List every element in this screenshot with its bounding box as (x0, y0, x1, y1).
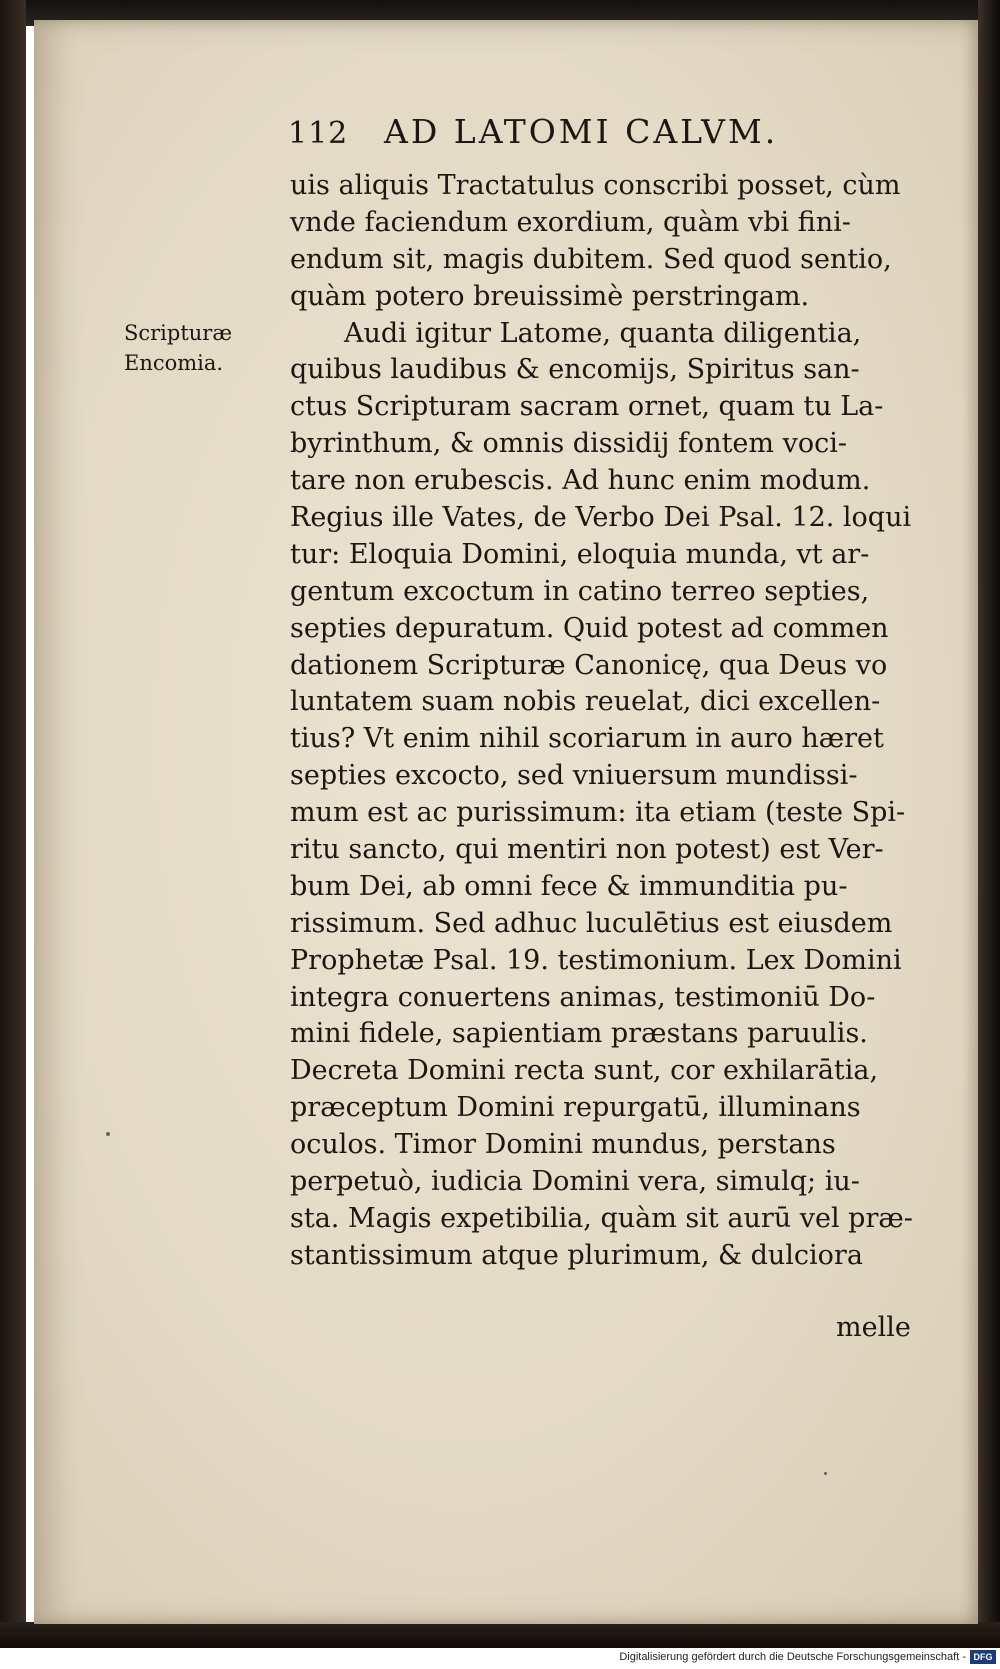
book-edge-right (978, 0, 1000, 1646)
text-line: tare non erubescis. Ad hunc enim modum. (290, 465, 871, 497)
text-line: luntatem suam nobis reuelat, dici excellen- (290, 686, 881, 718)
text-line: oculos. Timor Domini mundus, perstans (290, 1129, 836, 1161)
text-line: perpetuò, iudicia Domini vera, simulq; iu- (290, 1166, 860, 1198)
page-header (288, 112, 888, 152)
page-number: 112 (288, 116, 349, 151)
book-edge-left (0, 0, 26, 1646)
text-line: septies excocto, sed vniuersum mundissi- (290, 760, 858, 792)
text-line: vnde faciendum exordium, quàm vbi fini- (290, 206, 851, 238)
text-line: stantissimum atque plurimum, & dulciora (290, 1239, 863, 1271)
text-line: quàm potero breuissimè perstringam. (290, 280, 810, 312)
marginal-note-line: Encomia. (124, 351, 224, 375)
text-line: uis aliquis Tractatulus conscribi posset, cùm (290, 170, 901, 201)
text-line: Decreta Domini recta sunt, cor exhilarātia, (290, 1055, 879, 1087)
book-edge-bottom (0, 1622, 1000, 1648)
marginal-note (124, 318, 264, 378)
ink-speck (106, 1132, 110, 1136)
dfg-logo: DFG (970, 1650, 996, 1664)
body-text (290, 168, 920, 1275)
text-line: gentum excoctum in catino terreo septies, (290, 575, 870, 607)
text-line: endum sit, magis dubitem. Sed quod sentio, (290, 243, 892, 275)
text-line: rissimum. Sed adhuc luculētius est eiusdem (290, 907, 893, 939)
text-line: præceptum Domini repurgatū, illuminans (290, 1092, 861, 1124)
text-line: septies depuratum. Quid potest ad commen (290, 612, 889, 644)
catchword: melle (836, 1312, 911, 1343)
funding-credit: Digitalisierung gefördert durch die Deutsche Forschungsgemeinschaft - (619, 1651, 966, 1663)
text-line: sta. Magis expetibilia, quàm sit aurū vel præ- (290, 1202, 913, 1234)
text-line: byrinthum, & omnis dissidij fontem voci- (290, 428, 847, 460)
text-line: dationem Scripturæ Canonicę, qua Deus vo (290, 649, 888, 681)
text-line: Regius ille Vates, de Verbo Dei Psal. 12. loqui (290, 502, 912, 534)
text-line: Audi igitur Latome, quanta diligentia, (344, 317, 862, 349)
marginal-note-line: Scripturæ (124, 321, 233, 345)
text-line: ritu sancto, qui mentiri non potest) est Ver- (290, 834, 884, 866)
text-line: ctus Scripturam sacram ornet, quam tu La- (290, 391, 884, 423)
text-line: Prophetæ Psal. 19. testimonium. Lex Domini (290, 944, 902, 976)
ink-speck (824, 1472, 827, 1475)
digitization-footer (0, 1648, 1000, 1669)
text-line: mini fidele, sapientiam præstans paruulis. (290, 1018, 868, 1050)
text-line: tur: Eloquia Domini, eloquia munda, vt ar- (290, 538, 870, 570)
text-line: mum est ac purissimum: ita etiam (teste Spi- (290, 797, 906, 829)
text-line: quibus laudibus & encomijs, Spiritus san- (290, 354, 860, 386)
text-line: tius? Vt enim nihil scoriarum in auro hæret (290, 723, 884, 755)
text-line: integra conuertens animas, testimoniū Do- (290, 981, 876, 1013)
text-line: bum Dei, ab omni fece & immunditia pu- (290, 870, 848, 902)
running-title: AD LATOMI CALVM. (384, 112, 779, 151)
